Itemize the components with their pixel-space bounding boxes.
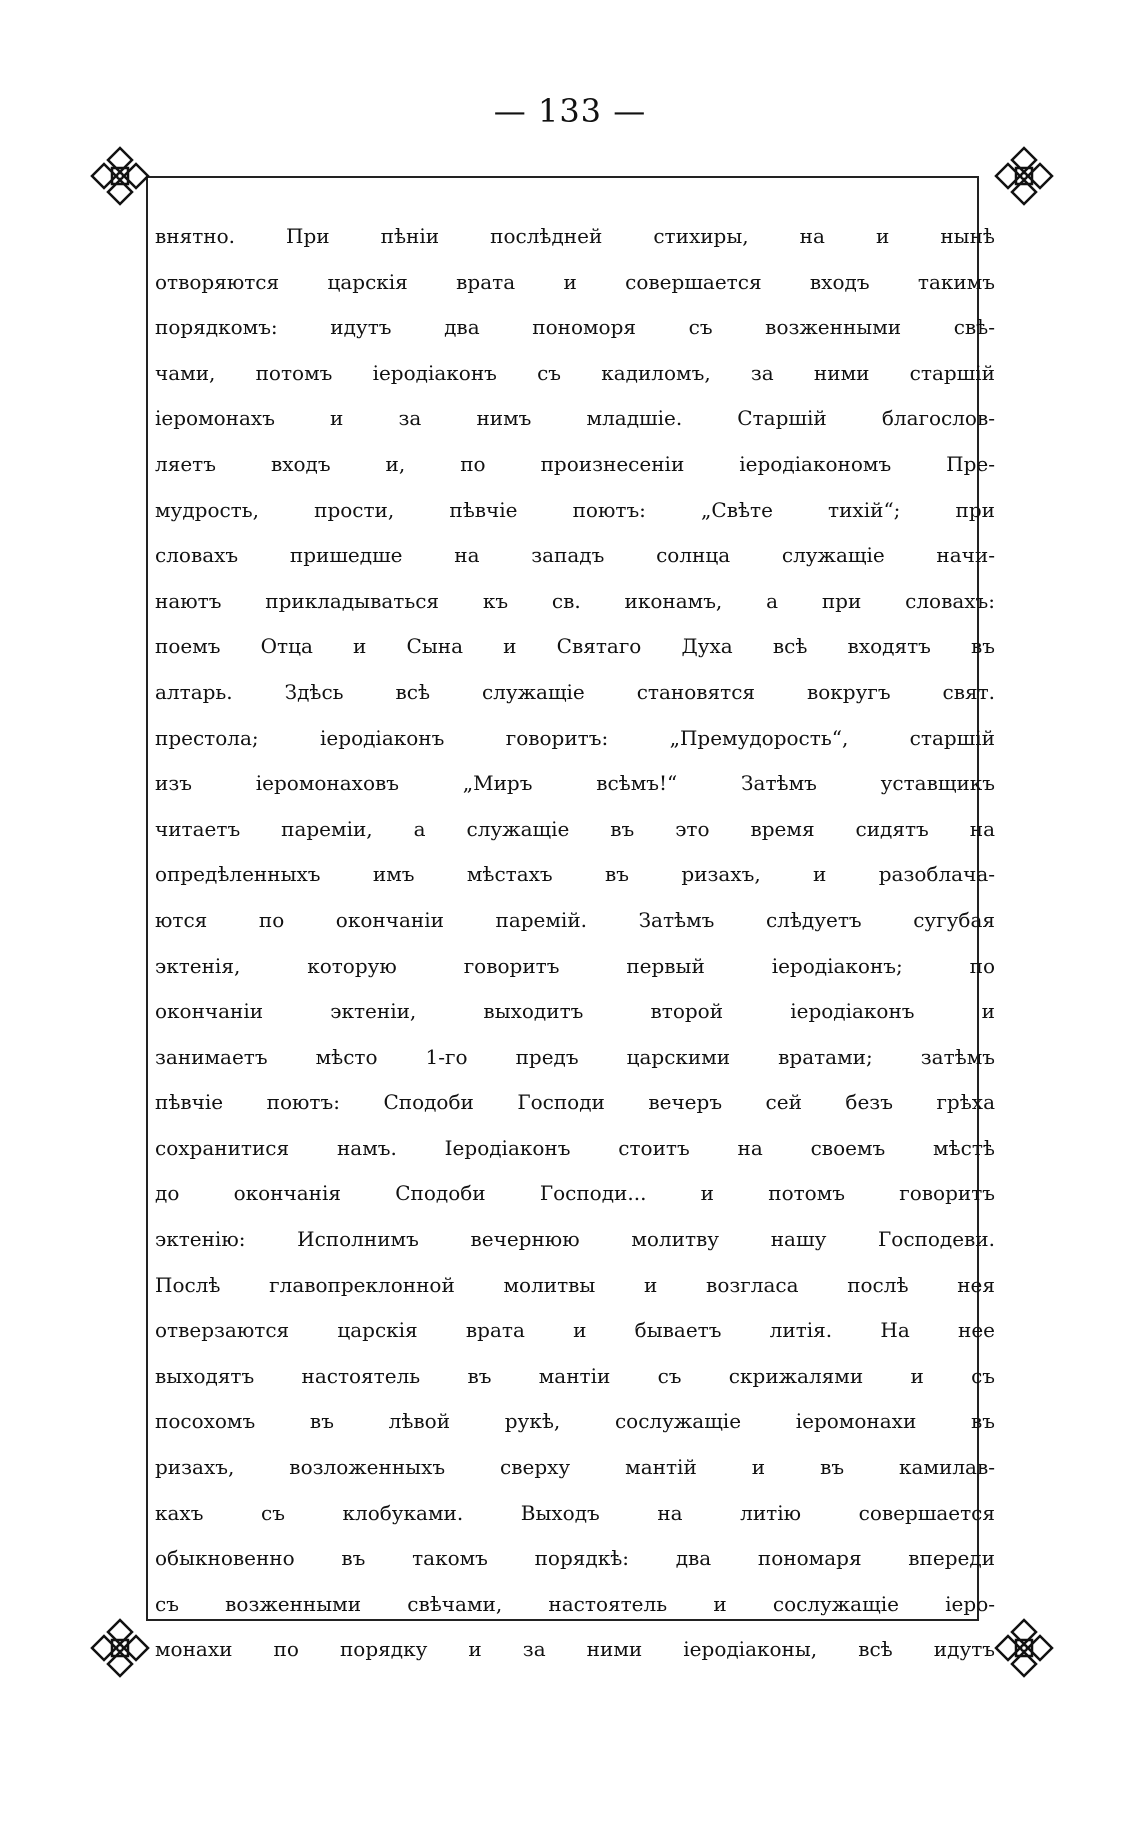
- text-line: словахъ пришедше на западъ солнца служащіе начи-: [155, 543, 995, 568]
- text-line: выходятъ настоятель въ мантіи съ скрижалями и съ: [155, 1363, 995, 1388]
- text-line: алтарь. Здѣсь всѣ служащіе становятся вокругъ свят.: [155, 679, 995, 704]
- text-line: опредѣленныхъ имъ мѣстахъ въ ризахъ, и разоблача-: [155, 862, 995, 887]
- text-line: съ возженными свѣчами, настоятель и сослужащіе іеро-: [155, 1591, 995, 1616]
- text-line: ляетъ входъ и, по произнесеніи іеродіакономъ Пре-: [155, 451, 995, 476]
- text-line: поемъ Отца и Сына и Святаго Духа всѣ входятъ въ: [155, 634, 995, 659]
- text-line: окончаніи эктеніи, выходитъ второй іеродіаконъ и: [155, 999, 995, 1024]
- text-line: мудрость, прости, пѣвчіе поютъ: „Свѣте тихій“; при: [155, 497, 995, 522]
- text-line: чами, потомъ іеродіаконъ съ кадиломъ, за ними старшій: [155, 360, 995, 385]
- corner-ornament-icon: [88, 1616, 152, 1680]
- text-line: читаетъ паремiи, а служащіе въ это время сидятъ на: [155, 816, 995, 841]
- text-line: престола; іеродіаконъ говоритъ: „Премудорость“, старшій: [155, 725, 995, 750]
- text-line: ризахъ, возложенныхъ сверху мантій и въ камилав-: [155, 1455, 995, 1480]
- text-line: до окончанія Сподоби Господи... и потомъ говоритъ: [155, 1181, 995, 1206]
- text-line: іеромонахъ и за нимъ младшіе. Старшій благослов-: [155, 406, 995, 431]
- text-line: кахъ съ клобуками. Выходъ на литію совершается: [155, 1500, 995, 1525]
- text-line: эктенія, которую говоритъ первый іеродіаконъ; по: [155, 953, 995, 978]
- text-line: монахи по порядку и за ними іеродіаконы, всѣ идутъ: [155, 1637, 995, 1662]
- text-line: пѣвчіе поютъ: Сподоби Господи вечеръ сей безъ грѣха: [155, 1090, 995, 1115]
- page-number: — 133 —: [493, 92, 647, 130]
- text-line: занимаетъ мѣсто 1-го предъ царскими вратами; затѣмъ: [155, 1044, 995, 1069]
- text-line: отверзаются царскія врата и бываетъ литія. На нее: [155, 1318, 995, 1343]
- corner-ornament-icon: [88, 144, 152, 208]
- text-line: внятно. При пѣніи послѣдней стихиры, на и нынѣ: [155, 224, 995, 248]
- text-line: Послѣ главопреклонной молитвы и возгласа послѣ нея: [155, 1272, 995, 1297]
- corner-ornament-icon: [992, 144, 1056, 208]
- text-line: наютъ прикладываться къ св. иконамъ, а при словахъ:: [155, 588, 995, 613]
- text-line: отворяются царскія врата и совершается входъ такимъ: [155, 269, 995, 294]
- text-line: изъ іеромонаховъ „Миръ всѣмъ!“ Затѣмъ уставщикъ: [155, 771, 995, 796]
- text-line: посохомъ въ лѣвой рукѣ, сослужащіе іеромонахи въ: [155, 1409, 995, 1434]
- text-line: ются по окончаніи паремій. Затѣмъ слѣдуетъ сугубая: [155, 907, 995, 932]
- text-line: порядкомъ: идутъ два пономоря съ возженными свѣ-: [155, 315, 995, 340]
- body-text: [155, 214, 995, 1673]
- corner-ornament-icon: [992, 1616, 1056, 1680]
- text-line: сохранитися намъ. Іеродіаконъ стоитъ на своемъ мѣстѣ: [155, 1135, 995, 1160]
- text-line: обыкновенно въ такомъ порядкѣ: два пономаря впереди: [155, 1546, 995, 1571]
- text-line: эктенію: Исполнимъ вечернюю молитву нашу Господеви.: [155, 1227, 995, 1252]
